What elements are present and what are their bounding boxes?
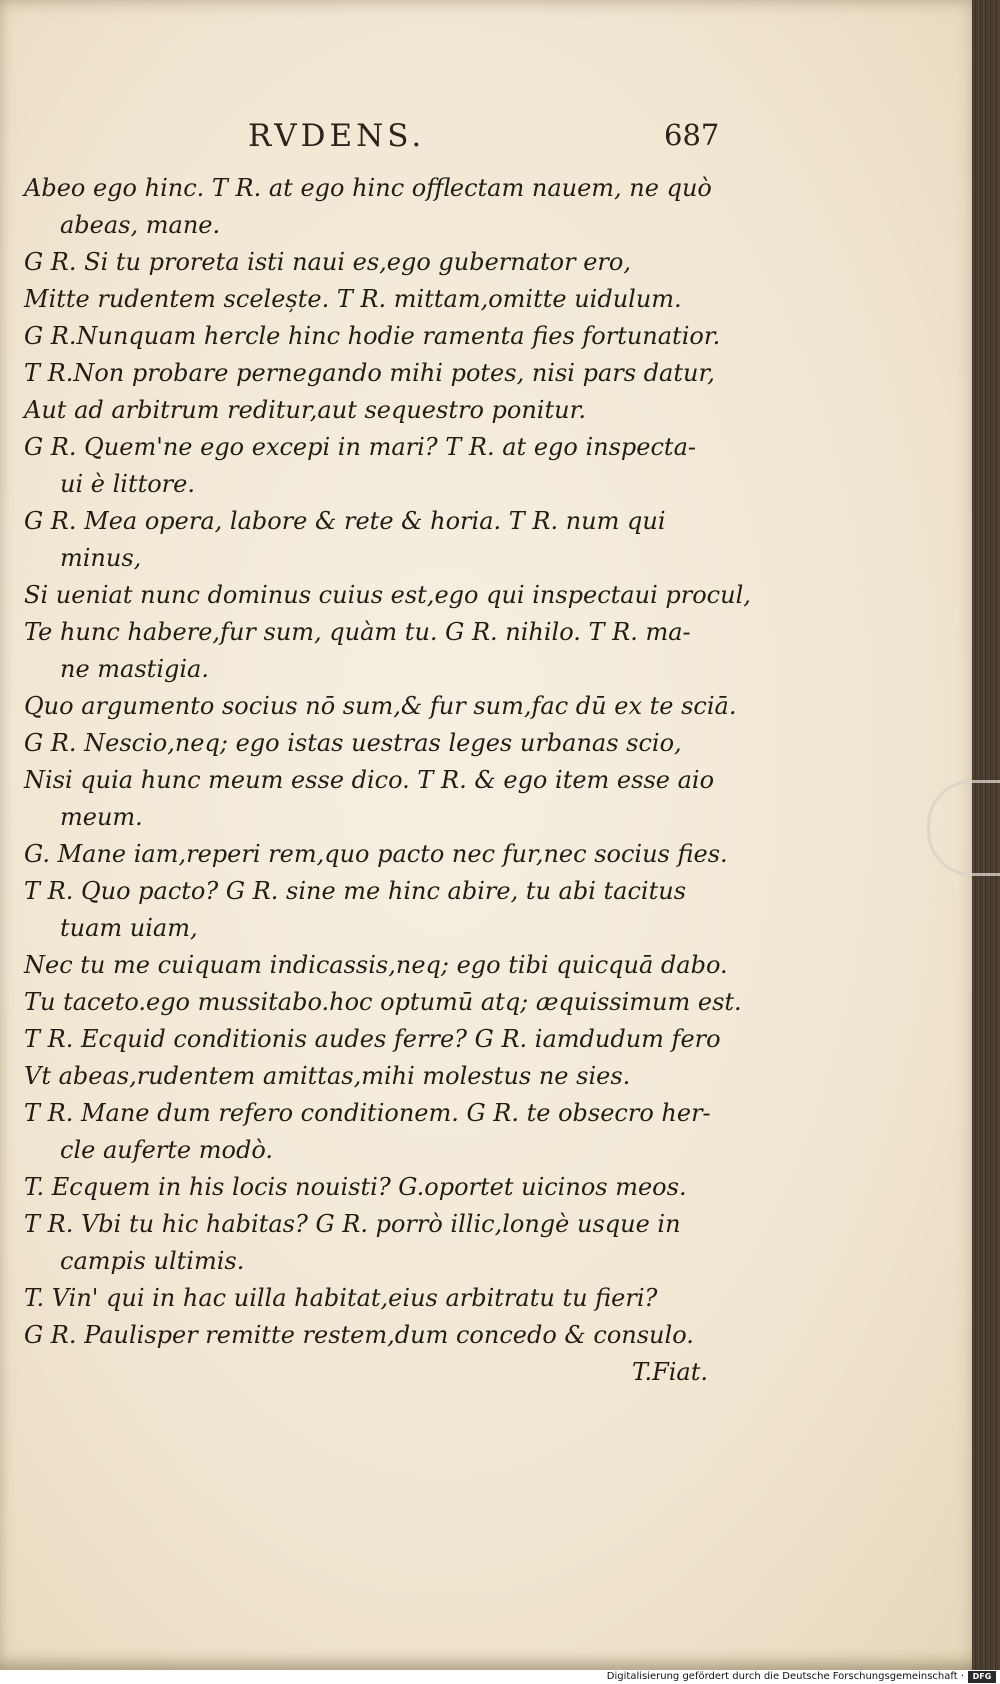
- text-line: abeas, mane.: [60, 211, 221, 239]
- text-line: Si ueniat nunc dominus cuius est,ego qui inspectaui procul,: [24, 581, 751, 609]
- text-line: G R. Si tu proreta isti naui es,ego gubernator ero,: [24, 248, 631, 276]
- footer-credit: Digitalisierung gefördert durch die Deutsche Forschungsgemeinschaft ·: [606, 1671, 964, 1682]
- text-line: Mitte rudentem scelește. T R. mittam,omitte uidulum.: [24, 285, 682, 313]
- text-line: tuam uiam,: [60, 914, 198, 942]
- text-line: T. Vin' qui in hac uilla habitat,eius arbitratu tu fieri?: [24, 1284, 658, 1312]
- text-line: Aut ad arbitrum reditur,aut sequestro ponitur.: [24, 396, 587, 424]
- text-line: cle auferte modò.: [60, 1136, 273, 1164]
- text-line: T R. Quo pacto? G R. sine me hinc abire, tu abi tacitus: [24, 877, 687, 905]
- text-line: ui è littore.: [60, 470, 195, 498]
- text-line: Quo argumento socius nō sum,& fur sum,fac dū ex te sciā.: [24, 692, 737, 720]
- text-line: Nisi quia hunc meum esse dico. T R. & ego item esse aio: [24, 766, 715, 794]
- running-title: RVDENS.: [248, 118, 426, 154]
- page-number: 687: [664, 118, 720, 152]
- text-line: campis ultimis.: [60, 1247, 245, 1275]
- text-block: [24, 170, 751, 1391]
- text-line: G R. Quem'ne ego excepi in mari? T R. at ego inspecta-: [24, 433, 696, 461]
- text-line: T. Ecquem in his locis nouisti? G.oportet uicinos meos.: [24, 1173, 687, 1201]
- text-line: Nec tu me cuiquam indicassis,neq; ego tibi quicquā dabo.: [24, 951, 728, 979]
- text-line: minus,: [60, 544, 142, 572]
- text-line: T.Fiat.: [631, 1358, 708, 1386]
- text-line: ne mastigia.: [60, 655, 209, 683]
- text-line: G. Mane iam,reperi rem,quo pacto nec fur,nec socius fies.: [24, 840, 728, 868]
- text-line: meum.: [60, 803, 143, 831]
- text-line: G R. Nescio,neq; ego istas uestras leges urbanas scio,: [24, 729, 682, 757]
- text-line: Te hunc habere,fur sum, quàm tu. G R. nihilo. T R. ma-: [24, 618, 691, 646]
- text-line: G R.Nunquam hercle hinc hodie ramenta fies fortunatior.: [24, 322, 721, 350]
- page-header: [0, 118, 985, 158]
- text-line: T R. Mane dum refero conditionem. G R. te obsecro her-: [24, 1099, 711, 1127]
- text-line: Abeo ego hinc. T R. at ego hinc offlectam nauem, ne quò: [24, 174, 712, 202]
- dfg-logo: DFG: [968, 1671, 996, 1683]
- text-line: G R. Mea opera, labore & rete & horia. T R. num qui: [24, 507, 666, 535]
- text-line: T R. Vbi tu hic habitas? G R. porrò illic,longè usque in: [24, 1210, 681, 1238]
- text-line: T R. Ecquid conditionis audes ferre? G R. iamdudum fero: [24, 1025, 721, 1053]
- text-line: Tu taceto.ego mussitabo.hoc optumū atq; æquissimum est.: [24, 988, 742, 1016]
- digitization-footer: [0, 1670, 1000, 1684]
- text-line: Vt abeas,rudentem amittas,mihi molestus ne sies.: [24, 1062, 631, 1090]
- text-line: G R. Paulisper remitte restem,dum concedo & consulo.: [24, 1321, 694, 1349]
- text-line: T R.Non probare pernegando mihi potes, nisi pars datur,: [24, 359, 715, 387]
